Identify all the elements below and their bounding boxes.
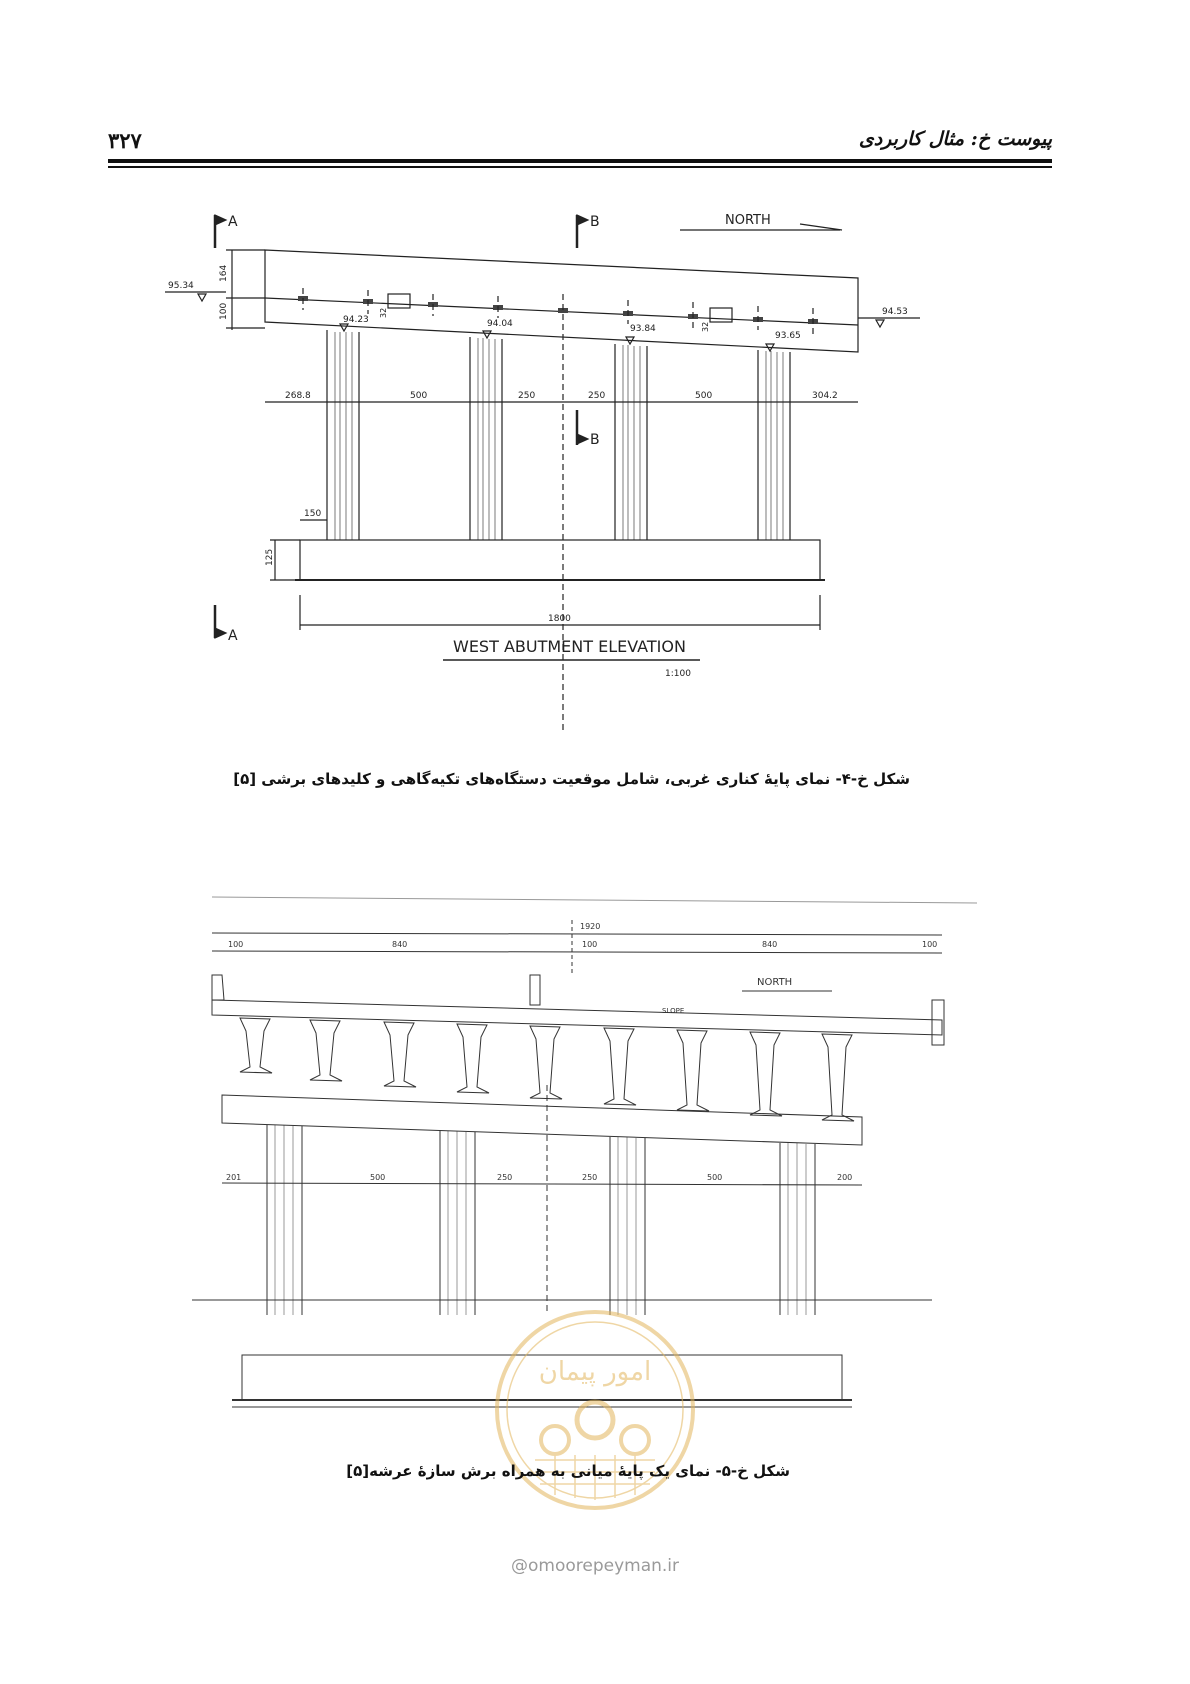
section-b-top-marker	[577, 214, 600, 248]
dim-304-2: 304.2	[812, 391, 838, 401]
dim-32-b: 32	[701, 321, 710, 332]
parapet-left	[212, 975, 224, 1000]
watermark-site: @omoorepeyman.ir	[510, 1556, 680, 1576]
dim-250-b: 250	[588, 391, 606, 401]
dim-1800: 1800	[548, 614, 571, 624]
watermark-seal	[490, 1300, 700, 1530]
abutment-cap	[265, 250, 858, 352]
dim-top-840-b: 840	[762, 940, 778, 949]
column-4	[758, 350, 790, 540]
section-b-mid-marker	[577, 410, 600, 448]
dim-bottom-200: 200	[837, 1173, 853, 1182]
pier-column-4	[780, 1143, 815, 1315]
slope-label: SLOPE	[662, 1007, 685, 1015]
pier-cap	[222, 1095, 862, 1145]
seal-text: امور پیمان	[538, 1357, 652, 1387]
girder-centrelines	[303, 288, 813, 730]
dim-32-a: 32	[379, 307, 388, 318]
bearing-elev-2: 94.04	[487, 319, 513, 329]
north-arrow	[680, 213, 842, 230]
pier-columns	[267, 1125, 815, 1315]
bearing-elev-4: 93.65	[775, 331, 801, 341]
dim-bottom-500-b: 500	[707, 1173, 723, 1182]
bearing-elev-3: 93.84	[630, 324, 656, 334]
dim-125: 125	[265, 548, 275, 566]
dim-bottom-201: 201	[226, 1173, 242, 1182]
north-label-2: NORTH	[757, 977, 793, 988]
column-1	[327, 330, 359, 540]
dim-top-100-c: 100	[922, 940, 938, 949]
dim-bottom-250-a: 250	[497, 1173, 513, 1182]
pier-column-2	[440, 1131, 475, 1315]
dim-500-a: 500	[410, 391, 428, 401]
section-a-bottom-marker	[215, 605, 238, 644]
dim-100: 100	[219, 302, 229, 320]
dim-top-840-a: 840	[392, 940, 408, 949]
figure1-caption: شکل خ-۴- نمای پایهٔ کناری غربی، شامل موقعیت دستگاه‌های تکیه‌گاهی و کلیدهای برشی [۵]	[233, 770, 910, 788]
median-post	[530, 975, 540, 1005]
drawing-title: WEST ABUTMENT ELEVATION	[453, 637, 686, 656]
deck-slab	[212, 1000, 942, 1035]
footing	[300, 540, 820, 580]
dim-1920: 1920	[580, 922, 601, 931]
dim-268-8: 268.8	[285, 391, 311, 401]
dim-500-b: 500	[695, 391, 713, 401]
elevation-right: 94.53	[882, 307, 908, 317]
figure2-caption: شکل خ-۵- نمای یک پایهٔ میانی به همراه برش سازهٔ عرشه[۵]	[346, 1462, 790, 1480]
pier-column-1	[267, 1125, 302, 1315]
shear-key-1	[388, 294, 410, 308]
dim-bottom-500-a: 500	[370, 1173, 386, 1182]
column-2	[470, 337, 502, 540]
header-rule-thin	[108, 166, 1052, 168]
running-title: پیوست خ: مثال کاربردی	[858, 128, 1052, 150]
columns	[327, 330, 790, 540]
header-rule-thick	[108, 159, 1052, 163]
section-a-top-label: A	[228, 214, 238, 230]
figure-west-abutment	[160, 210, 920, 740]
dim-top-100-b: 100	[582, 940, 598, 949]
dim-164: 164	[219, 264, 229, 282]
dim-top-100-a: 100	[228, 940, 244, 949]
north-label: NORTH	[725, 213, 771, 228]
section-a-top-marker	[215, 214, 238, 248]
dim-bottom-250-b: 250	[582, 1173, 598, 1182]
section-b-top-label: B	[590, 214, 600, 230]
page-number: ۳۲۷	[108, 128, 142, 153]
dim-250-a: 250	[518, 391, 536, 401]
elevation-left: 95.34	[168, 281, 194, 291]
pier-column-3	[610, 1137, 645, 1315]
abutment-drawing	[160, 210, 920, 740]
bearing-elev-1: 94.23	[343, 315, 369, 325]
dim-150: 150	[304, 509, 322, 519]
drawing-scale: 1:100	[665, 669, 691, 679]
shear-key-2	[710, 308, 732, 322]
section-b-mid-label: B	[590, 432, 600, 448]
section-a-bottom-label: A	[228, 628, 238, 644]
column-3	[615, 344, 647, 540]
